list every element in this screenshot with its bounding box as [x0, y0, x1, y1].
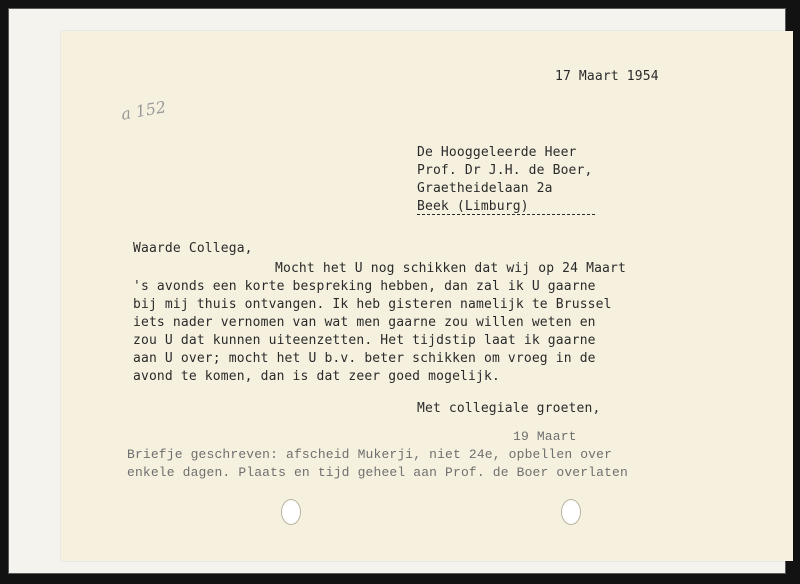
address-line-1: De Hooggeleerde Heer	[417, 145, 577, 160]
letter-sheet	[61, 31, 793, 561]
scan-background	[8, 8, 786, 574]
closing: Met collegiale groeten,	[417, 401, 601, 416]
note-date: 19 Maart	[513, 429, 577, 444]
body-line: zou U dat kunnen uiteenzetten. Het tijdstip laat ik gaarne	[133, 333, 596, 348]
address-line-2: Prof. Dr J.H. de Boer,	[417, 163, 593, 178]
address-line-3: Graetheidelaan 2a	[417, 181, 553, 196]
note-line-1: Briefje geschreven: afscheid Mukerji, niet 24e, opbellen over	[127, 447, 613, 462]
punch-hole-right	[561, 499, 581, 525]
body-line: bij mij thuis ontvangen. Ik heb gisteren namelijk te Brussel	[133, 297, 612, 312]
body-line: 's avonds een korte bespreking hebben, dan zal ik U gaarne	[133, 279, 596, 294]
archive-pencil-mark: a 152	[119, 97, 168, 124]
body-line: iets nader vernomen van wat men gaarne zou willen weten en	[133, 315, 596, 330]
letter-date: 17 Maart 1954	[555, 69, 659, 84]
punch-hole-left	[281, 499, 301, 525]
note-line-2: enkele dagen. Plaats en tijd geheel aan Prof. de Boer overlaten	[127, 465, 628, 480]
salutation: Waarde Collega,	[133, 241, 253, 256]
address-line-4: Beek (Limburg)	[417, 199, 595, 215]
body-line: Mocht het U nog schikken dat wij op 24 Maart	[275, 261, 626, 276]
body-line: avond te komen, dan is dat zeer goed mogelijk.	[133, 369, 500, 384]
body-line: aan U over; mocht het U b.v. beter schikken om vroeg in de	[133, 351, 596, 366]
